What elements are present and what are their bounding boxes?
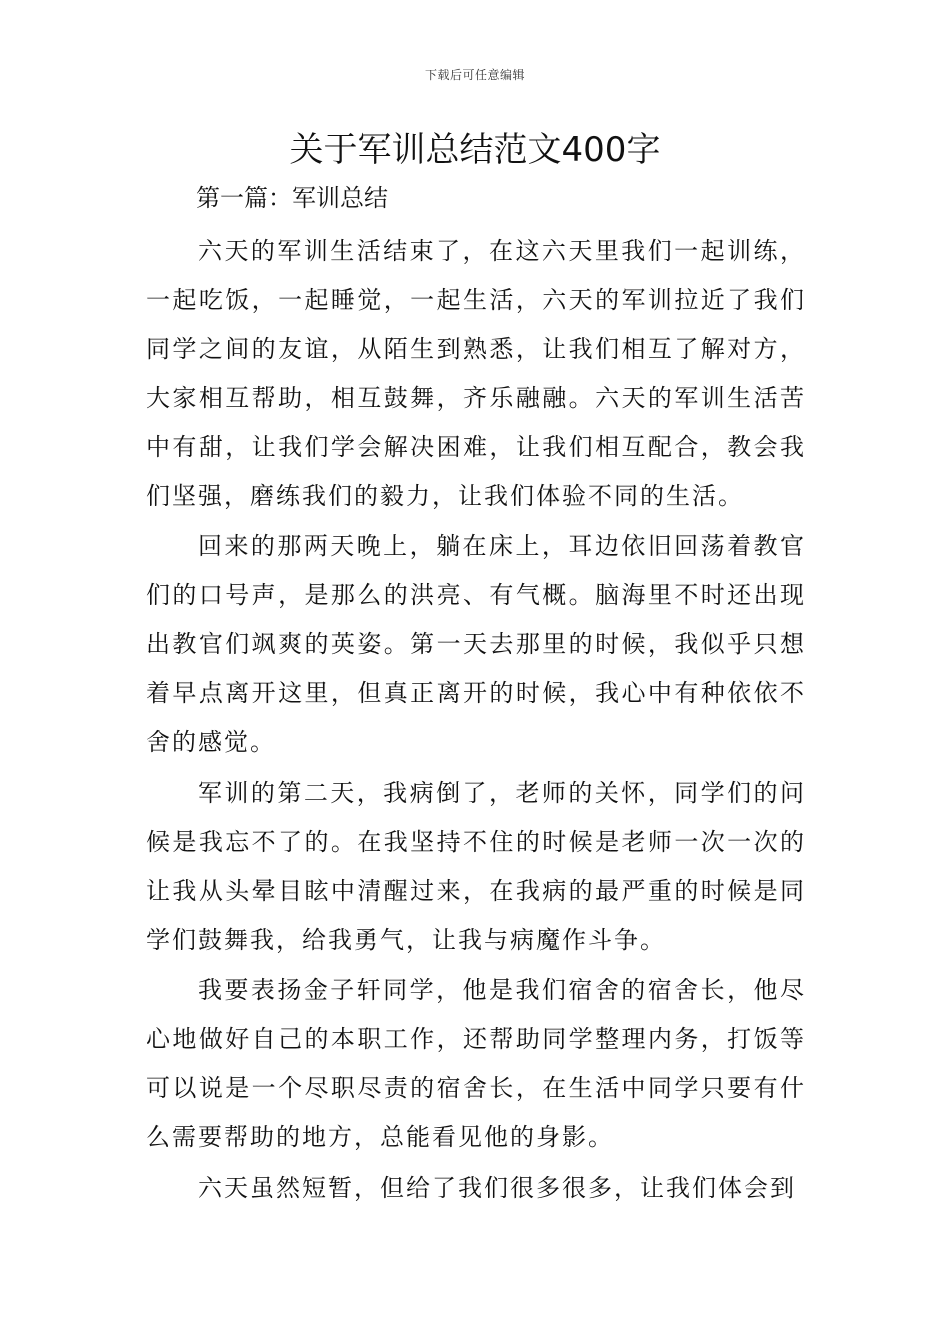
- header-note: 下载后可任意编辑: [424, 68, 525, 82]
- paragraph: 六天虽然短暂，但给了我们很多很多，让我们体会到: [198, 1173, 796, 1202]
- paragraph: 我要表扬金子轩同学，他是我们宿舍的宿舍长，他尽心地做好自己的本职工作，还帮助同学整理内务，打饭等可以说是一个尽职尽责的宿舍长，在生活中同学只要有什么需要帮助的地方，总能看见他的身影。: [146, 976, 806, 1152]
- section-heading: 第一篇：军训总结: [196, 184, 388, 212]
- document-body: [146, 227, 806, 1214]
- paragraph: 回来的那两天晚上，躺在床上，耳边依旧回荡着教官们的口号声，是那么的洪亮、有气概。脑海里不时还出现出教官们飒爽的英姿。第一天去那里的时候，我似乎只想着早点离开这里，但真正离开的时候，我心中有种依依不舍的感觉。: [146, 532, 806, 757]
- document-title: 关于军训总结范文400字: [289, 130, 661, 170]
- paragraph: 军训的第二天，我病倒了，老师的关怀，同学们的问候是我忘不了的。在我坚持不住的时候是老师一次一次的让我从头晕目眩中清醒过来，在我病的最严重的时候是同学们鼓舞我，给我勇气，让我与病魔作斗争。: [146, 778, 806, 954]
- paragraph: 六天的军训生活结束了，在这六天里我们一起训练，一起吃饭，一起睡觉，一起生活，六天的军训拉近了我们同学之间的友谊，从陌生到熟悉，让我们相互了解对方，大家相互帮助，相互鼓舞，齐乐融融。六天的军训生活苦中有甜，让我们学会解决困难，让我们相互配合，教会我们坚强，磨练我们的毅力，让我们体验不同的生活。: [146, 237, 806, 510]
